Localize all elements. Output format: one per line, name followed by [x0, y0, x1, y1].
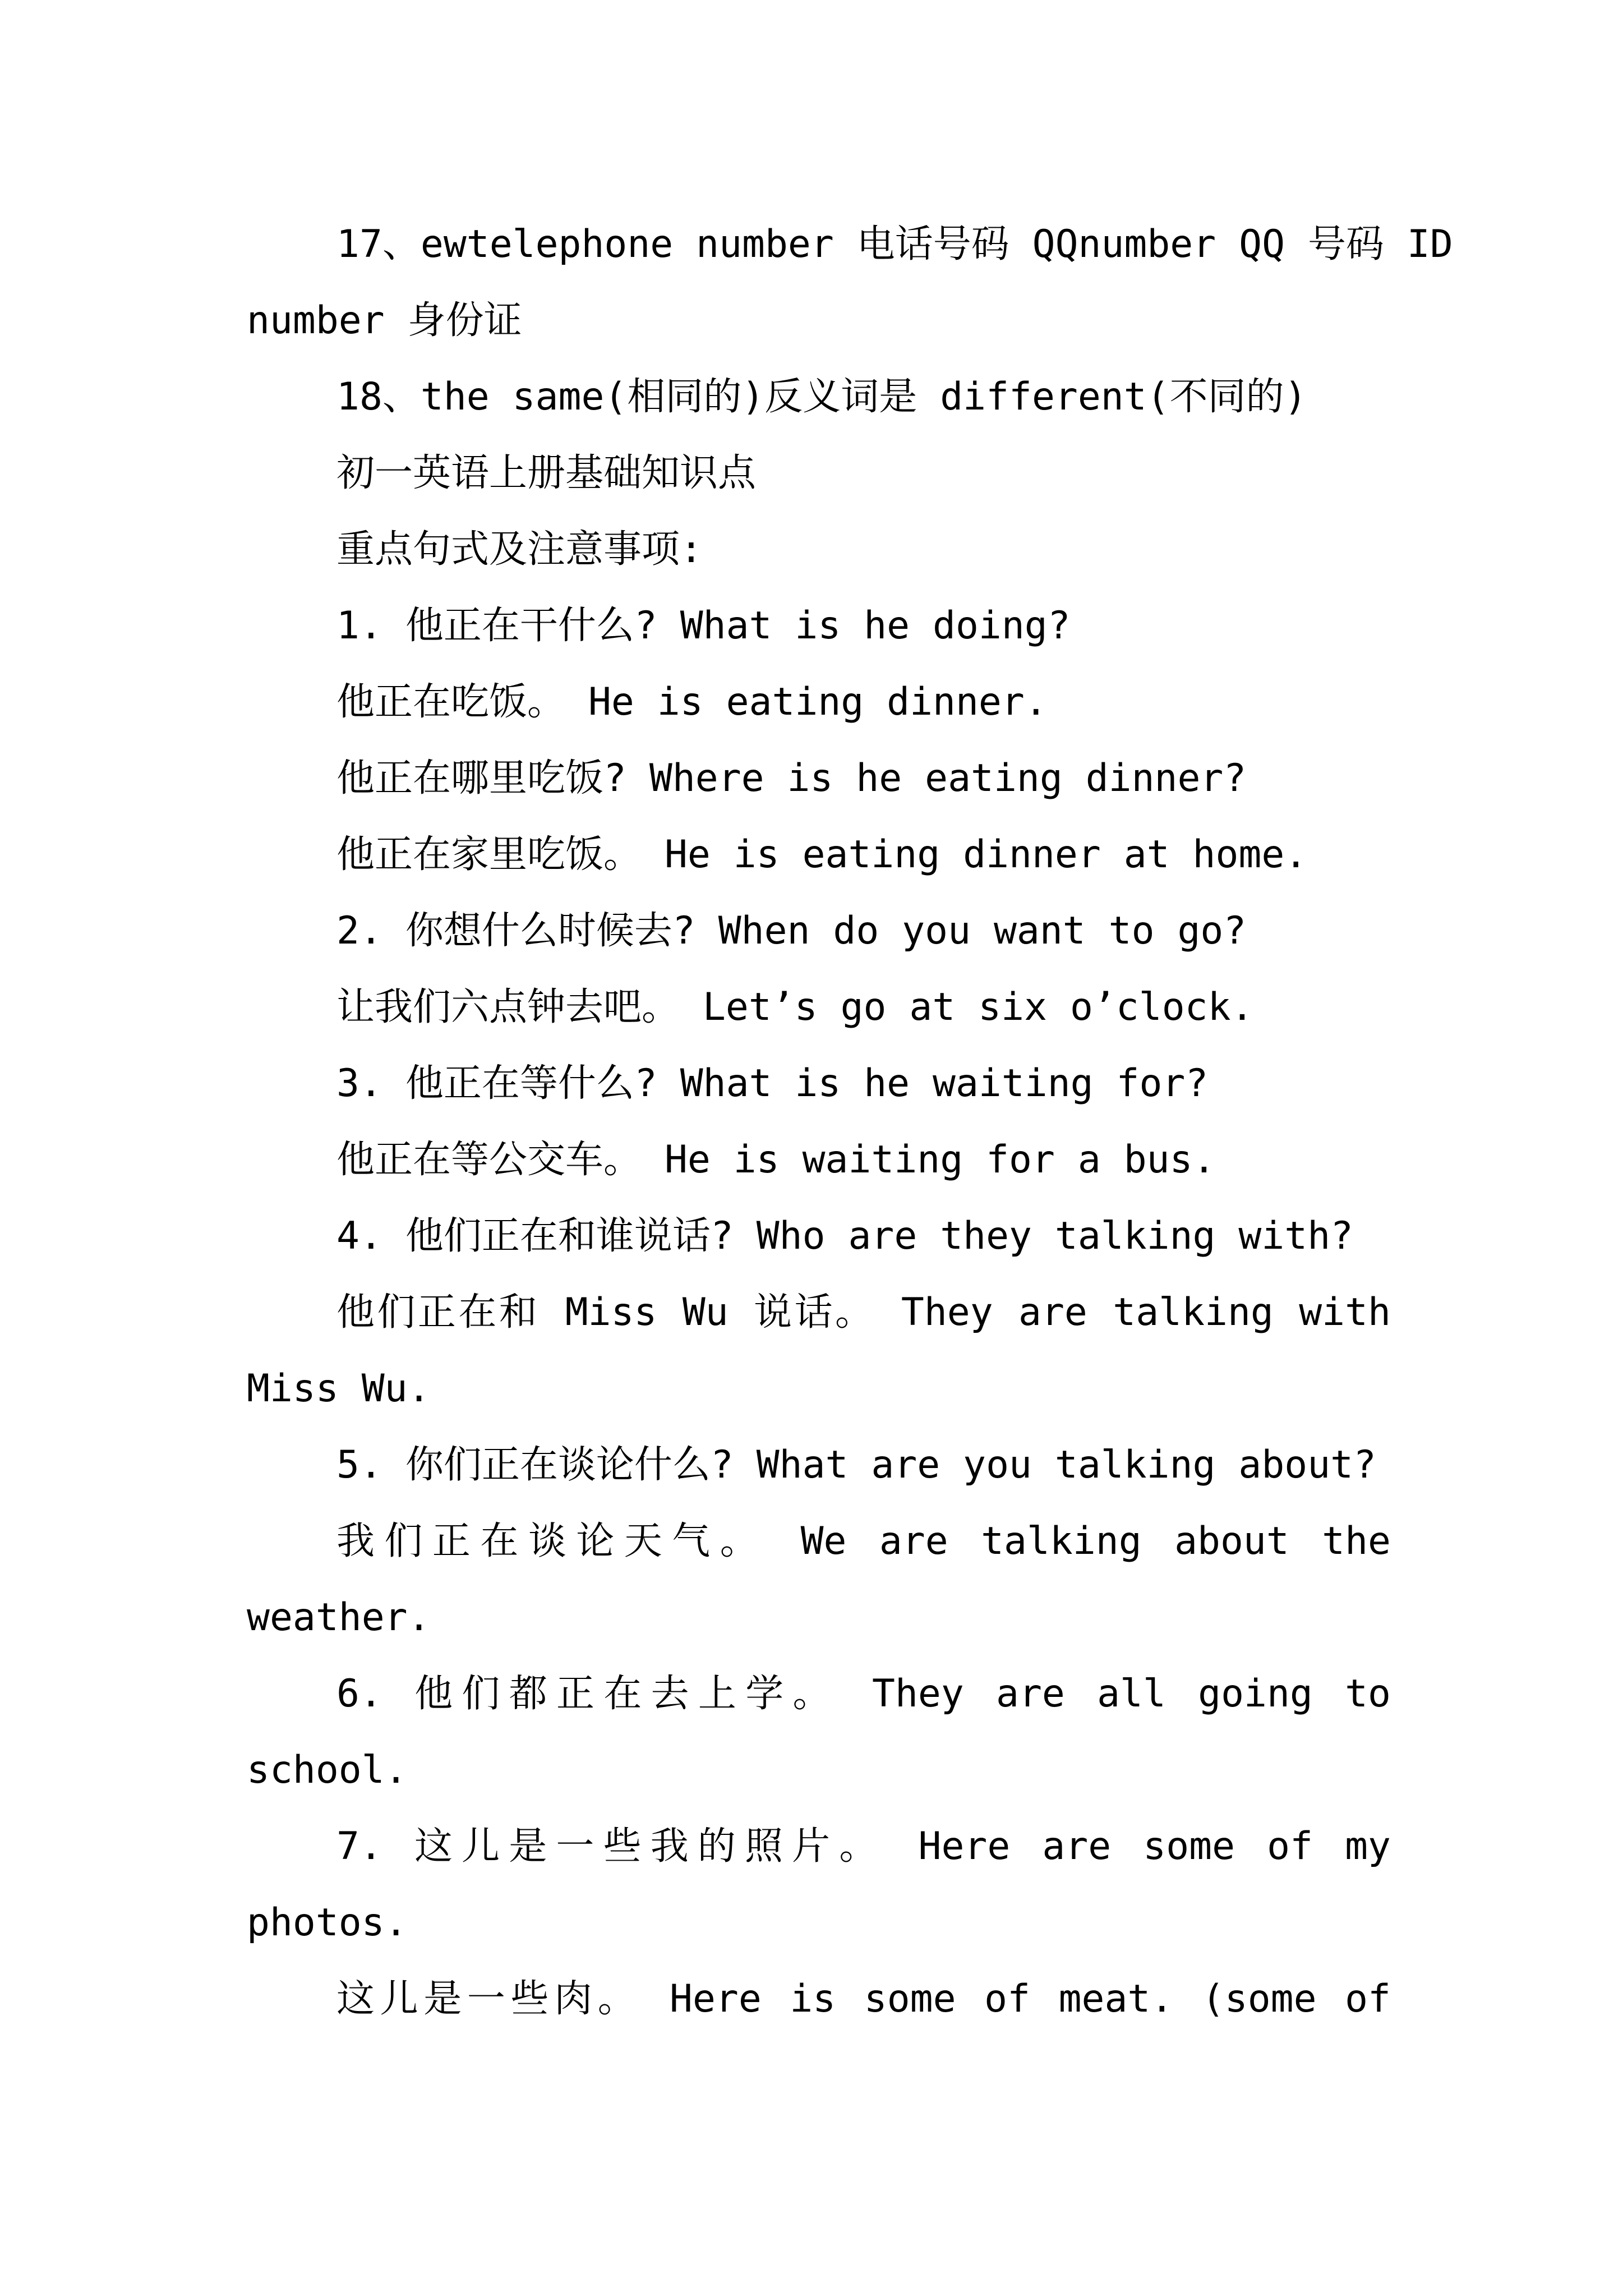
text-line: 17、ewtelephone number 电话号码 QQnumber QQ 号码 ID: [336, 222, 1453, 266]
text-line: Miss Wu.: [247, 1366, 431, 1411]
text-line: 我们正在谈论天气。 We are talking about the: [336, 1519, 1391, 1563]
text-line: 3. 他正在等什么? What is he waiting for?: [336, 1061, 1209, 1106]
text-line: 5. 你们正在谈论什么? What are you talking about?: [336, 1443, 1377, 1487]
text-line: photos.: [247, 1901, 408, 1945]
text-line: 他正在吃饭。 He is eating dinner.: [336, 680, 1048, 724]
text-line: 他们正在和 Miss Wu 说话。 They are talking with: [336, 1290, 1391, 1335]
text-line: 他正在哪里吃饭? Where is he eating dinner?: [336, 756, 1247, 800]
text-line: 这儿是一些肉。 Here is some of meat. (some of: [336, 1977, 1391, 2021]
text-line: 他正在等公交车。 He is waiting for a bus.: [336, 1138, 1216, 1182]
text-line: 6. 他们都正在去上学。 They are all going to: [336, 1672, 1391, 1716]
text-line: 4. 他们正在和谁说话? Who are they talking with?: [336, 1214, 1354, 1258]
text-line: school.: [247, 1748, 408, 1792]
text-line: 他正在家里吃饭。 He is eating dinner at home.: [336, 832, 1308, 877]
text-line: number 身份证: [247, 298, 522, 343]
text-line: weather.: [247, 1595, 431, 1640]
text-line: 18、the same(相同的)反义词是 different(不同的): [336, 375, 1307, 419]
section-heading: 初一英语上册基础知识点: [336, 451, 757, 495]
text-line: 2. 你想什么时候去? When do you want to go?: [336, 909, 1247, 953]
section-subheading: 重点句式及注意事项:: [336, 527, 703, 572]
text-line: 1. 他正在干什么? What is he doing?: [336, 604, 1071, 648]
text-line: 让我们六点钟去吧。 Let’s go at six o’clock.: [336, 985, 1254, 1029]
text-line: 7. 这儿是一些我的照片。 Here are some of my: [336, 1824, 1391, 1869]
